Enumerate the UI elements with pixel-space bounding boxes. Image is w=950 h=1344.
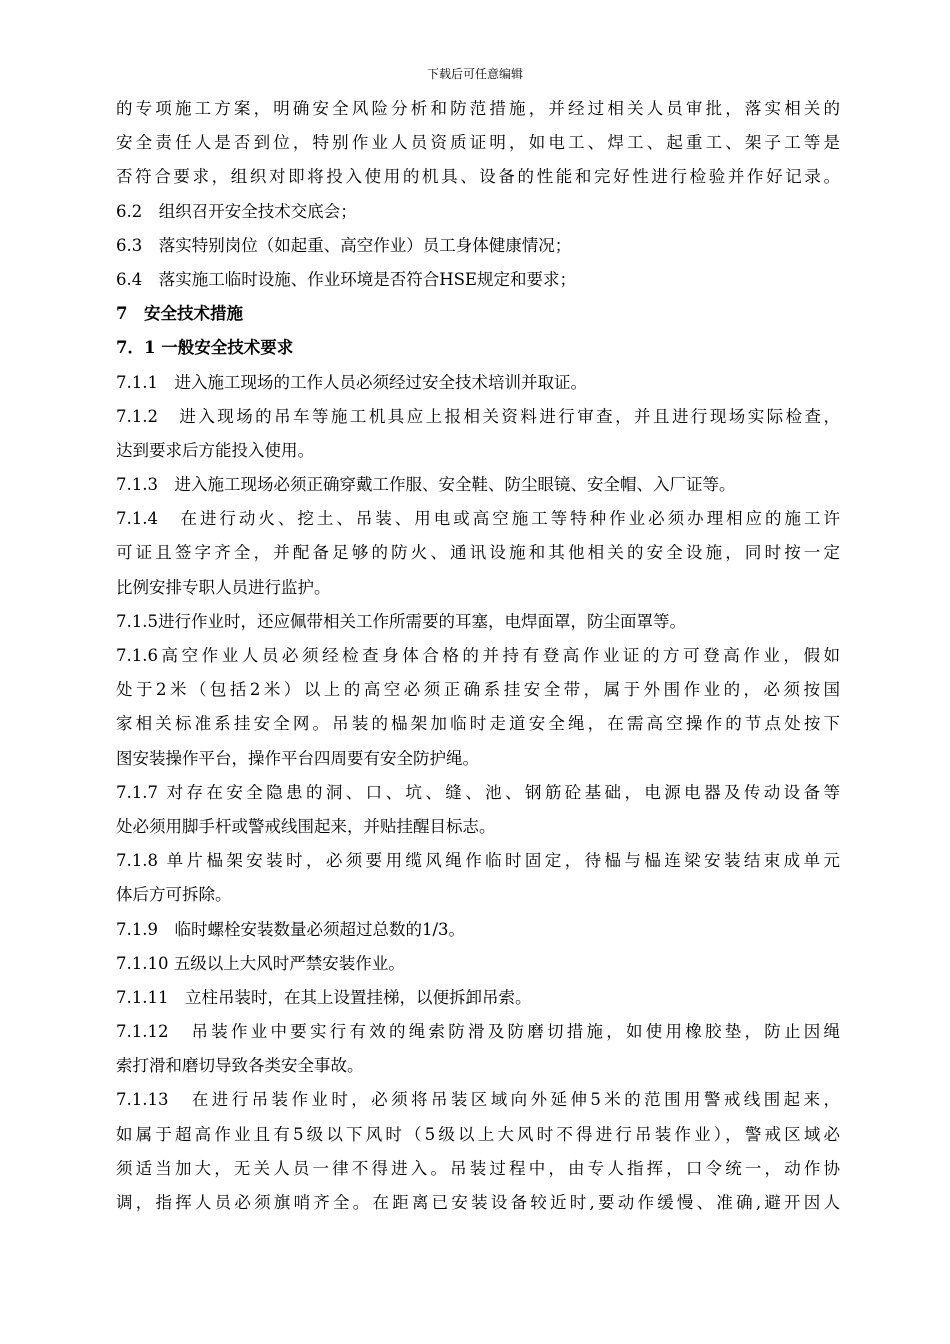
text-line: 7.1.4 在进行动火、挖土、吊装、用电或高空施工等特种作业必须办理相应的施工许 (116, 509, 840, 529)
section-heading: 7．1 一般安全技术要求 (116, 338, 294, 358)
page-header: 下载后可任意编辑 (426, 67, 523, 81)
text-line: 处必须用脚手杆或警戒线围起来，并贴挂醒目标志。 (116, 816, 496, 836)
text-line: 7.1.10 五级以上大风时严禁安装作业。 (116, 953, 405, 973)
text-line: 6.4 落实施工临时设施、作业环境是否符合HSE规定和要求； (116, 269, 576, 289)
text-line: 达到要求后方能投入使用。 (116, 440, 314, 460)
text-line: 可证且签字齐全，并配备足够的防火、通讯设施和其他相关的安全设施，同时按一定 (116, 543, 840, 563)
section-heading: 7 安全技术措施 (116, 304, 243, 324)
text-line: 7.1.11 立柱吊装时，在其上设置挂梯，以便拆卸吊索。 (116, 987, 532, 1007)
text-line: 的专项施工方案，明确安全风险分析和防范措施，并经过相关人员审批，落实相关的 (116, 99, 840, 118)
text-line: 否符合要求，组织对即将投入使用的机具、设备的性能和完好性进行检验并作好记录。 (116, 167, 840, 187)
text-line: 7.1.13 在进行吊装作业时，必须将吊装区域向外延伸5米的范围用警戒线围起来， (116, 1090, 840, 1110)
text-line: 调，指挥人员必须旗哨齐全。在距离已安装设备较近时,要动作缓慢、准确,避开因人 (116, 1193, 840, 1212)
text-line: 7.1.1 进入施工现场的工作人员必须经过安全技术培训并取证。 (116, 372, 587, 392)
text-line: 7.1.8 单片榀架安装时，必须要用缆风绳作临时固定，待榀与榀连梁安装结束成单元 (116, 851, 840, 871)
text-line: 7.1.6高空作业人员必须经检查身体合格的并持有登高作业证的方可登高作业，假如 (116, 646, 840, 665)
text-line: 须适当加大，无关人员一律不得进入。吊装过程中，由专人指挥，口令统一，动作协 (116, 1158, 840, 1178)
text-line: 索打滑和磨切导致各类安全事故。 (116, 1056, 364, 1076)
text-line: 7.1.7 对存在安全隐患的洞、口、坑、缝、池、钢筋砼基础，电源电器及传动设备等 (116, 782, 840, 802)
text-line: 7.1.9 临时螺栓安装数量必须超过总数的1/3。 (116, 919, 466, 939)
text-line: 7.1.5进行作业时，还应佩带相关工作所需要的耳塞，电焊面罩，防尘面罩等。 (116, 611, 686, 631)
text-line: 图安装操作平台，操作平台四周要有安全防护绳。 (116, 748, 479, 768)
text-line: 如属于超高作业且有5级以下风时（5级以上大风时不得进行吊装作业），警戒区域必 (116, 1124, 840, 1144)
document-body (116, 92, 840, 1220)
text-line: 7.1.12 吊装作业中要实行有效的绳索防滑及防磨切措施，如使用橡胶垫，防止因绳 (116, 1022, 840, 1042)
text-line: 6.3 落实特别岗位（如起重、高空作业）员工身体健康情况； (116, 235, 572, 255)
text-line: 安全责任人是否到位，特别作业人员资质证明，如电工、焊工、起重工、架子工等是 (116, 133, 840, 153)
text-line: 7.1.2 进入现场的吊车等施工机具应上报相关资料进行审查，并且进行现场实际检查， (116, 406, 840, 426)
text-line: 6.2 组织召开安全技术交底会； (116, 201, 357, 221)
text-line: 家相关标准系挂安全网。吊装的榀架加临时走道安全绳，在需高空操作的节点处按下 (116, 714, 840, 734)
text-line: 处于2米（包括2米）以上的高空必须正确系挂安全带，属于外围作业的，必须按国 (116, 680, 840, 700)
text-line: 7.1.3 进入施工现场必须正确穿戴工作服、安全鞋、防尘眼镜、安全帽、入厂证等。 (116, 475, 736, 495)
text-line: 体后方可拆除。 (116, 885, 232, 905)
text-line: 比例安排专职人员进行监护。 (116, 577, 331, 597)
